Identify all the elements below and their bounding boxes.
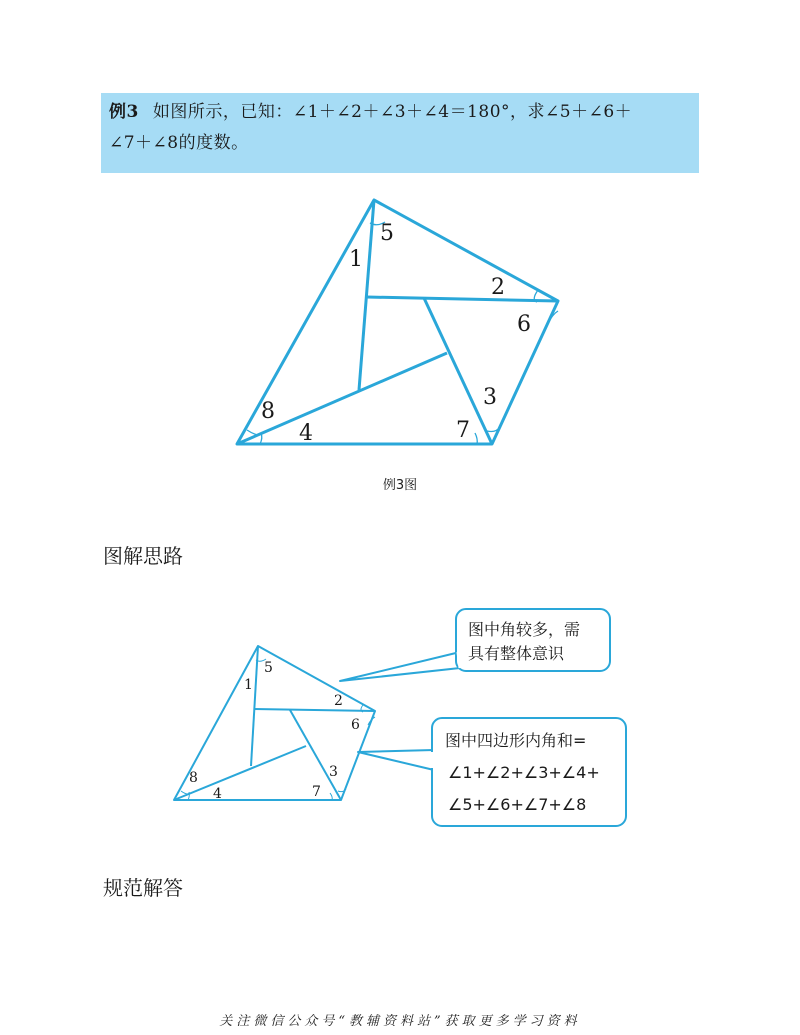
solution-heading: 规范解答 (103, 876, 183, 900)
small-label-6: 6 (351, 717, 360, 733)
callout-bottom-line-1: 图中四边形内角和= (445, 731, 587, 750)
angle-label-3: 3 (483, 385, 497, 410)
example-tag: 例3 (109, 102, 139, 122)
callout-top (340, 609, 610, 681)
footer-watermark: 关注微信公众号“教辅资料站”获取更多学习资料 (219, 1014, 581, 1029)
quadrilateral-outline (237, 200, 558, 444)
problem-line-1 (109, 97, 691, 128)
callout-top-line-2: 具有整体意识 (468, 644, 565, 663)
small-label-1: 1 (244, 677, 253, 693)
angle-label-8: 8 (261, 399, 275, 424)
angle-label-4: 4 (299, 421, 313, 446)
callout-bottom-line-3: ∠5+∠6+∠7+∠8 (448, 795, 587, 814)
small-arc-7 (181, 791, 188, 794)
example-figure (220, 190, 580, 460)
callout-bottom (358, 718, 626, 826)
small-segment-1 (251, 646, 258, 766)
figure-caption: 例3图 (382, 478, 418, 493)
small-arc-4 (330, 793, 332, 800)
angle-label-7: 7 (456, 418, 470, 443)
problem-box (101, 93, 699, 173)
segment-2 (367, 297, 558, 301)
angle-arc-4 (475, 433, 477, 444)
analysis-heading: 图解思路 (103, 544, 183, 568)
angle-label-5: 5 (380, 221, 394, 246)
angle-label-1: 1 (349, 247, 363, 272)
small-segment-2 (254, 709, 375, 711)
small-label-2: 2 (334, 693, 343, 709)
angle-label-6: 6 (517, 312, 531, 337)
callout-top-line-1: 图中角较多，需 (468, 620, 581, 639)
problem-line-2: ∠7＋∠8的度数。 (109, 133, 249, 153)
small-label-5: 5 (264, 660, 273, 676)
angle-arc-7 (247, 430, 258, 435)
angle-label-2: 2 (491, 275, 505, 300)
small-label-3: 3 (329, 764, 338, 780)
segment-1 (359, 200, 374, 390)
problem-text-1: 如图所示，已知：∠1＋∠2＋∠3＋∠4＝180°，求∠5＋∠6＋ (152, 102, 633, 122)
callout-bottom-line-2: ∠1+∠2+∠3+∠4+ (448, 763, 600, 782)
small-label-8: 8 (189, 770, 198, 786)
small-label-7: 7 (312, 784, 321, 800)
small-label-4: 4 (213, 786, 222, 802)
small-quadrilateral-outline (174, 646, 375, 800)
analysis-figure (160, 600, 640, 840)
